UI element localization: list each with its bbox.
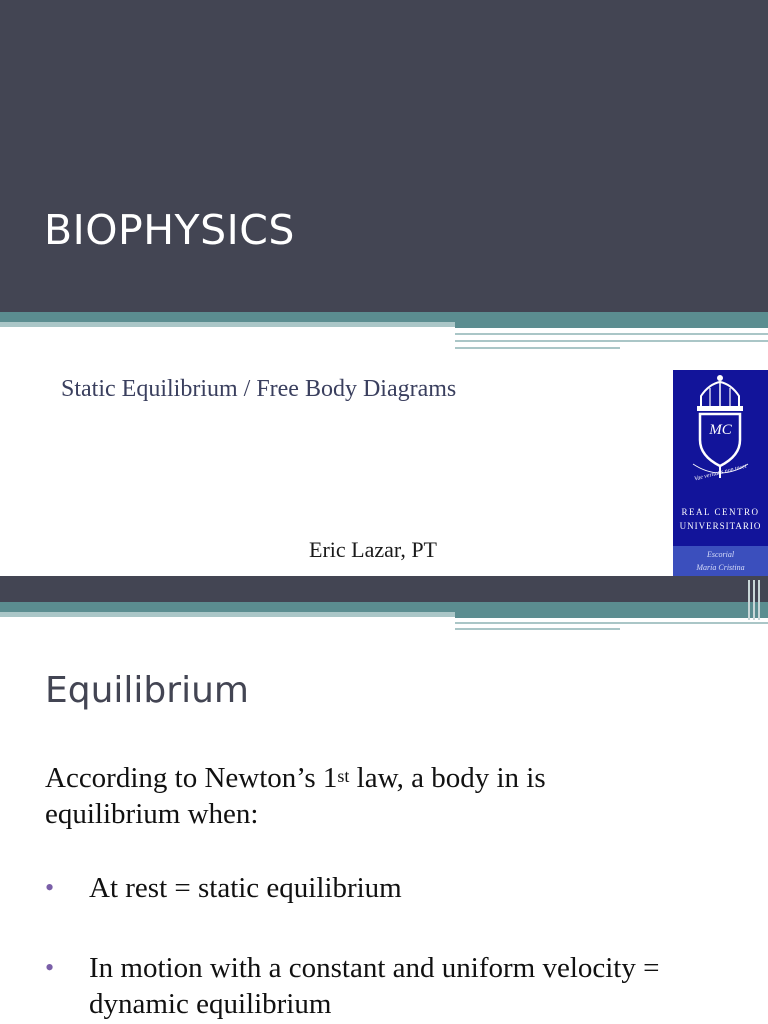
bullet-item — [45, 870, 745, 906]
accent-line — [455, 333, 768, 335]
accent-band-light — [0, 612, 455, 617]
bullet-dot-icon: • — [45, 953, 55, 982]
logo-lower-1: Escorial — [706, 550, 735, 559]
slide-subtitle: Static Equilibrium / Free Body Diagrams — [61, 376, 457, 402]
slide-2-header-bar — [0, 576, 768, 602]
divider-tick — [748, 580, 750, 620]
accent-line — [455, 340, 768, 342]
slide-2-title: Equilibrium — [45, 670, 249, 711]
logo-monogram: MC — [709, 422, 732, 438]
divider-tick — [758, 580, 760, 620]
logo-line-2: UNIVERSITARIO — [679, 521, 762, 531]
accent-line — [455, 628, 620, 630]
bullet-dot-icon: • — [45, 873, 55, 902]
bullet-text: At rest = static equilibrium — [89, 872, 402, 904]
bullet-list — [45, 870, 745, 1022]
accent-line — [455, 622, 768, 624]
accent-band — [0, 312, 768, 322]
author-name: Eric Lazar, PT — [309, 537, 437, 562]
divider-tick — [753, 580, 755, 620]
accent-band — [0, 602, 768, 612]
slide-title: BIOPHYSICS — [44, 206, 295, 254]
logo-footer — [673, 546, 768, 576]
accent-band — [455, 322, 768, 328]
accent-band-light — [0, 322, 455, 327]
logo-line-1: REAL CENTRO — [681, 507, 760, 517]
intro-superscript: st — [337, 766, 350, 786]
intro-text-part: law, a body in is equilibrium when: — [45, 762, 546, 830]
logo-motto: Vae veritatis non tacet — [693, 463, 748, 483]
logo-lower-2: María Cristina — [696, 563, 745, 572]
university-logo — [673, 370, 768, 576]
intro-text — [45, 760, 645, 832]
title-banner — [0, 0, 768, 312]
intro-text-part: According to Newton’s 1 — [45, 762, 338, 794]
bullet-item — [45, 950, 745, 1022]
accent-line — [455, 347, 620, 349]
accent-band — [455, 612, 768, 618]
bullet-text: In motion with a constant and uniform velocity = dynamic equilibrium — [89, 952, 660, 1020]
